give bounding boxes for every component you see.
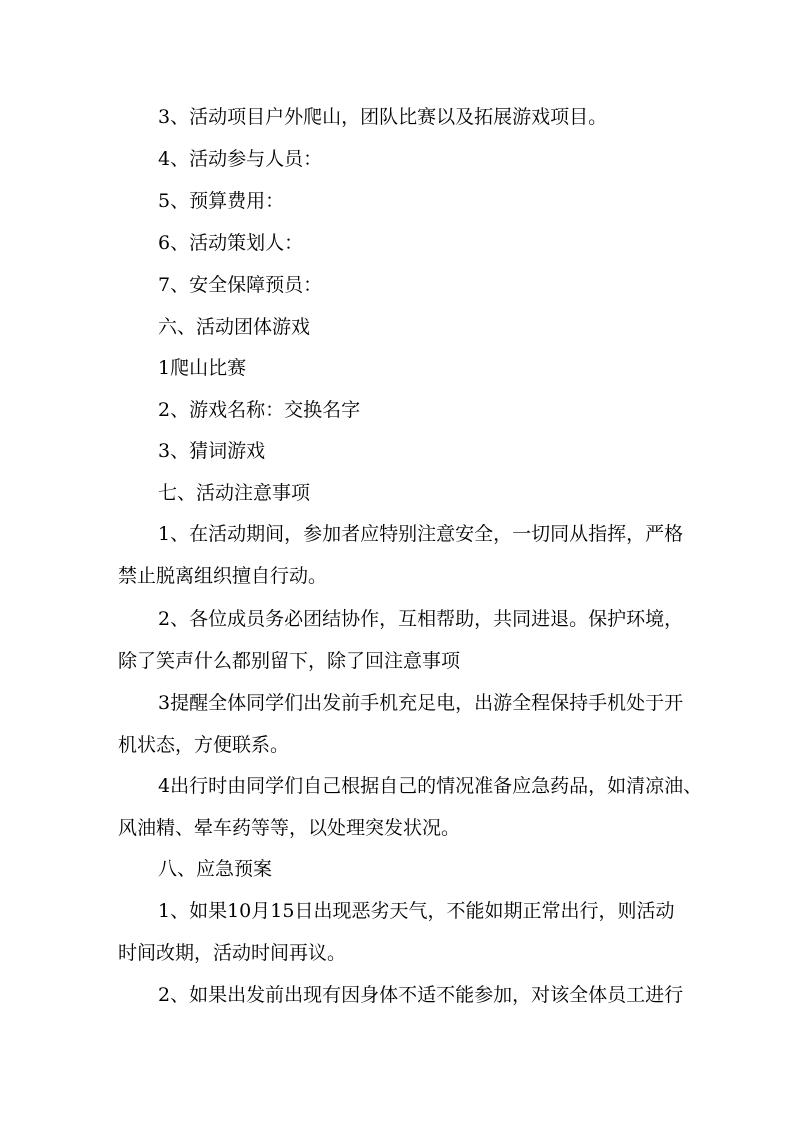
emergency-2-line-1: 2、如果出发前出现有因身体不适不能参加，对该全体员工进行 <box>158 984 684 1006</box>
item-budget: 5、预算费用： <box>158 190 285 212</box>
section-heading-precautions: 七、活动注意事项 <box>158 482 311 504</box>
emergency-1-line-2: 时间改期，活动时间再议。 <box>118 942 347 964</box>
item-planner: 6、活动策划人： <box>158 232 304 254</box>
precaution-1-line-2: 禁止脱离组织擅自行动。 <box>118 565 328 587</box>
game-item-climbing: 1爬山比赛 <box>158 357 247 379</box>
item-participants: 4、活动参与人员： <box>158 148 323 170</box>
item-activity-projects: 3、活动项目户外爬山，团队比赛以及拓展游戏项目。 <box>158 106 608 128</box>
precaution-3-line-1: 3提醒全体同学们出发前手机充足电，出游全程保持手机处于开 <box>158 692 684 714</box>
precaution-4-line-2: 风油精、晕车药等等，以处理突发状况。 <box>118 817 461 839</box>
game-item-word-guess: 3、猜词游戏 <box>158 440 266 462</box>
precaution-2-line-2: 除了笑声什么都别留下，除了回注意事项 <box>118 650 461 672</box>
game-item-swap-names: 2、游戏名称：交换名字 <box>158 399 361 421</box>
precaution-1-line-1: 1、在活动期间，参加者应特别注意安全，一切同从指挥，严格 <box>158 523 684 545</box>
item-safety-staff: 7、安全保障预员： <box>158 274 323 296</box>
precaution-3-line-2: 机状态，方便联系。 <box>118 734 290 756</box>
section-heading-group-games: 六、活动团体游戏 <box>158 316 311 338</box>
section-heading-emergency-plan: 八、应急预案 <box>158 858 273 880</box>
emergency-1-line-1: 1、如果10月15日出现恶劣天气，不能如期正常出行，则活动 <box>158 900 675 922</box>
precaution-2-line-1: 2、各位成员务必团结协作，互相帮助，共同进退。保护环境， <box>158 608 684 630</box>
precaution-4-line-1: 4出行时由同学们自己根据自己的情况准备应急药品，如清凉油、 <box>158 775 703 797</box>
